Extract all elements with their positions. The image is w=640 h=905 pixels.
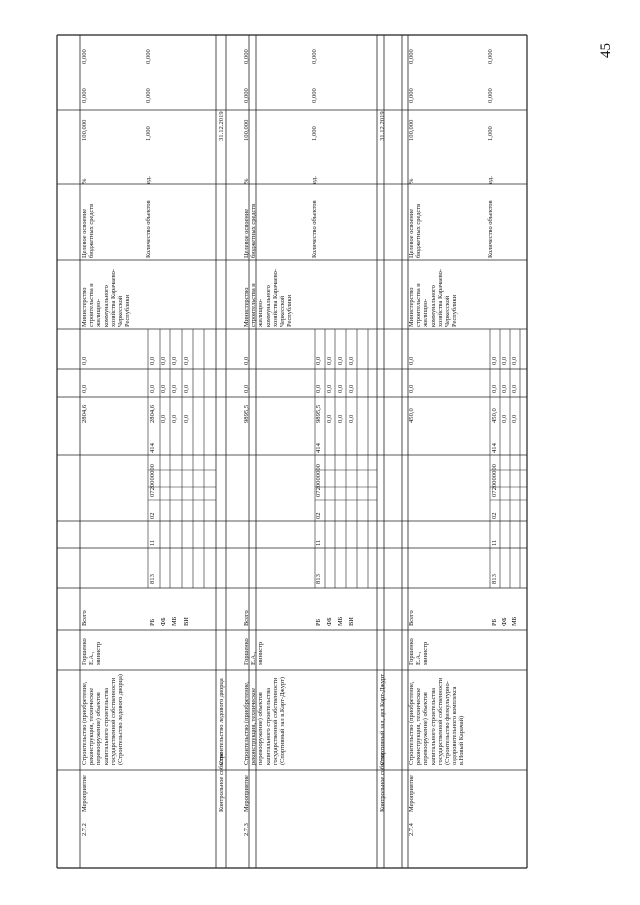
code-csr: 0720000000 xyxy=(491,464,498,497)
source-all: Всего xyxy=(408,610,415,626)
indicator-name: Целевое освоение бюджетных средств xyxy=(81,203,96,258)
fb-total: 0,0 xyxy=(160,414,167,423)
amount-total: 2804,6 xyxy=(81,404,88,423)
indicator2-v3: 0,000 xyxy=(487,49,494,64)
indicator-v1: 100,000 xyxy=(81,119,88,141)
rb-total: 9895,5 xyxy=(315,404,322,423)
source-rb: РБ xyxy=(149,618,156,626)
indicator2-name: Количество объектов xyxy=(145,200,152,258)
mb-y2: 0,0 xyxy=(337,384,344,393)
code-vr: 414 xyxy=(315,443,322,453)
indicator-unit: % xyxy=(408,178,415,184)
indicator-v2: 0,000 xyxy=(243,88,250,103)
responsible-org: Министерство строительства и жилищно-коммунального хозяйства Карачаево-Черкесской Республики xyxy=(408,268,459,327)
fb-y2: 0,0 xyxy=(501,384,508,393)
rb-y2: 0,0 xyxy=(491,384,498,393)
amount-y3: 0,0 xyxy=(408,356,415,365)
indicator2-v2: 0,000 xyxy=(145,88,152,103)
mb-total: 0,0 xyxy=(511,414,518,423)
vi-y3: 0,0 xyxy=(183,356,190,365)
indicator-v1: 100,000 xyxy=(408,119,415,141)
fb-total: 0,0 xyxy=(326,414,333,423)
executor: Горшенко Е.А., министр xyxy=(81,638,103,665)
rb-total: 2804,6 xyxy=(149,404,156,423)
row-number: 2.7.4 xyxy=(408,823,415,836)
indicator-name: Целевое освоение бюджетных средств xyxy=(408,203,423,258)
rb-y3: 0,0 xyxy=(315,356,322,365)
code-vr: 414 xyxy=(149,443,156,453)
fb-total: 0,0 xyxy=(501,414,508,423)
fb-y3: 0,0 xyxy=(160,356,167,365)
row-type: Мероприятие xyxy=(81,775,88,812)
rb-total: 450,0 xyxy=(491,408,498,423)
mb-total: 0,0 xyxy=(337,414,344,423)
mb-total: 0,0 xyxy=(171,414,178,423)
amount-y2: 0,0 xyxy=(408,384,415,393)
indicator2-unit: ед. xyxy=(311,176,318,184)
indicator-v3: 0,000 xyxy=(81,49,88,64)
page-number: 45 xyxy=(598,43,614,58)
source-all: Всего xyxy=(243,610,250,626)
indicator2-name: Количество объектов xyxy=(311,200,318,258)
source-rb: РБ xyxy=(315,618,322,626)
indicator2-unit: ед. xyxy=(487,176,494,184)
indicator2-v2: 0,000 xyxy=(311,88,318,103)
mb-y2: 0,0 xyxy=(171,384,178,393)
responsible-org: Министерство строительства и жилищно-коммунального хозяйства Карачаево-Черкесской Республики xyxy=(81,268,132,327)
source-vi: ВИ xyxy=(348,617,355,626)
indicator-v1: 100,000 xyxy=(243,119,250,141)
indicator2-v2: 0,000 xyxy=(487,88,494,103)
indicator2-v3: 0,000 xyxy=(145,49,152,64)
rb-y3: 0,0 xyxy=(149,356,156,365)
fb-y3: 0,0 xyxy=(501,356,508,365)
amount-total: 9895,5 xyxy=(243,404,250,423)
amount-y3: 0,0 xyxy=(243,356,250,365)
indicator-v3: 0,000 xyxy=(243,49,250,64)
rb-y2: 0,0 xyxy=(315,384,322,393)
row-type: Мероприятие xyxy=(243,775,250,812)
indicator2-v1: 1,000 xyxy=(145,126,152,141)
code-grbs: 813 xyxy=(491,574,498,584)
indicator2-v1: 1,000 xyxy=(487,126,494,141)
source-mb: МБ xyxy=(171,616,178,626)
row-number: 2.7.3 xyxy=(243,823,250,836)
code-csr: 0720000000 xyxy=(149,464,156,497)
control-name: Строительство ледового дворца xyxy=(218,678,225,765)
code-pr: 02 xyxy=(491,512,498,519)
fb-y2: 0,0 xyxy=(326,384,333,393)
code-pr: 02 xyxy=(149,512,156,519)
mb-y3: 0,0 xyxy=(337,356,344,365)
control-type: Контрольное событие xyxy=(379,752,386,812)
control-type: Контрольное событие xyxy=(218,752,225,812)
source-fb: ФБ xyxy=(326,617,333,626)
indicator-v2: 0,000 xyxy=(408,88,415,103)
code-csr: 0720000000 xyxy=(315,464,322,497)
control-date: 31.12.2019 xyxy=(218,111,225,141)
indicator-unit: % xyxy=(81,178,88,184)
indicator-name: Целевое освоение бюджетных средств xyxy=(243,203,258,258)
code-pr: 02 xyxy=(315,512,322,519)
row-number: 2.7.2 xyxy=(81,823,88,836)
executor: Горшенко Е.А., министр xyxy=(243,638,265,665)
indicator-v2: 0,000 xyxy=(81,88,88,103)
source-fb: ФБ xyxy=(160,617,167,626)
indicator2-v1: 1,000 xyxy=(311,126,318,141)
code-rz: 11 xyxy=(149,539,156,546)
measure-name: Строительство (приобретение, реконструкция, техническое перевооружение) объектов капитального строительства государственной собственности (Строительство физкультурно-оздоровительного комплекса в.Новый Карачай) xyxy=(408,677,466,765)
row-type: Мероприятие xyxy=(408,775,415,812)
amount-y2: 0,0 xyxy=(81,384,88,393)
source-fb: ФБ xyxy=(501,617,508,626)
fb-y3: 0,0 xyxy=(326,356,333,365)
mb-y3: 0,0 xyxy=(171,356,178,365)
measure-name: Строительство (приобретение, реконструкция, техническое перевооружение) объектов капитального строительства государственной собственности (Строительство ледового дворца) xyxy=(81,674,125,765)
code-grbs: 813 xyxy=(315,574,322,584)
mb-y3: 0,0 xyxy=(511,356,518,365)
indicator2-v3: 0,000 xyxy=(311,49,318,64)
source-all: Всего xyxy=(81,610,88,626)
measure-name: Строительство (приобретение, реконструкция, техническое перевооружение) объектов капитального строительства государственной собственности (Спортивный зал в.Карт-Джурт) xyxy=(243,677,287,765)
vi-y2: 0,0 xyxy=(348,384,355,393)
amount-total: 450,0 xyxy=(408,408,415,423)
amount-y3: 0,0 xyxy=(81,356,88,365)
control-name: Спортивный зал, аул Карт-Джурт xyxy=(379,674,386,765)
vi-y2: 0,0 xyxy=(183,384,190,393)
code-grbs: 813 xyxy=(149,574,156,584)
indicator-unit: % xyxy=(243,178,250,184)
vi-y3: 0,0 xyxy=(348,356,355,365)
source-vi: ВИ xyxy=(183,617,190,626)
mb-y2: 0,0 xyxy=(511,384,518,393)
vi-total: 0,0 xyxy=(348,414,355,423)
control-date: 31.12.2019 xyxy=(379,111,386,141)
source-mb: МБ xyxy=(511,616,518,626)
vi-total: 0,0 xyxy=(183,414,190,423)
indicator2-unit: ед. xyxy=(145,176,152,184)
code-rz: 11 xyxy=(315,539,322,546)
responsible-org: Министерство строительства и жилищно-коммунального хозяйства Карачаево-Черкесской Республики xyxy=(243,268,294,327)
source-mb: МБ xyxy=(337,616,344,626)
rb-y2: 0,0 xyxy=(149,384,156,393)
code-vr: 414 xyxy=(491,443,498,453)
indicator2-name: Количество объектов xyxy=(487,200,494,258)
amount-y2: 0,0 xyxy=(243,384,250,393)
source-rb: РБ xyxy=(491,618,498,626)
indicator-v3: 0,000 xyxy=(408,49,415,64)
code-rz: 11 xyxy=(491,539,498,546)
fb-y2: 0,0 xyxy=(160,384,167,393)
executor: Горшенко Е.А., министр xyxy=(408,638,430,665)
rb-y3: 0,0 xyxy=(491,356,498,365)
